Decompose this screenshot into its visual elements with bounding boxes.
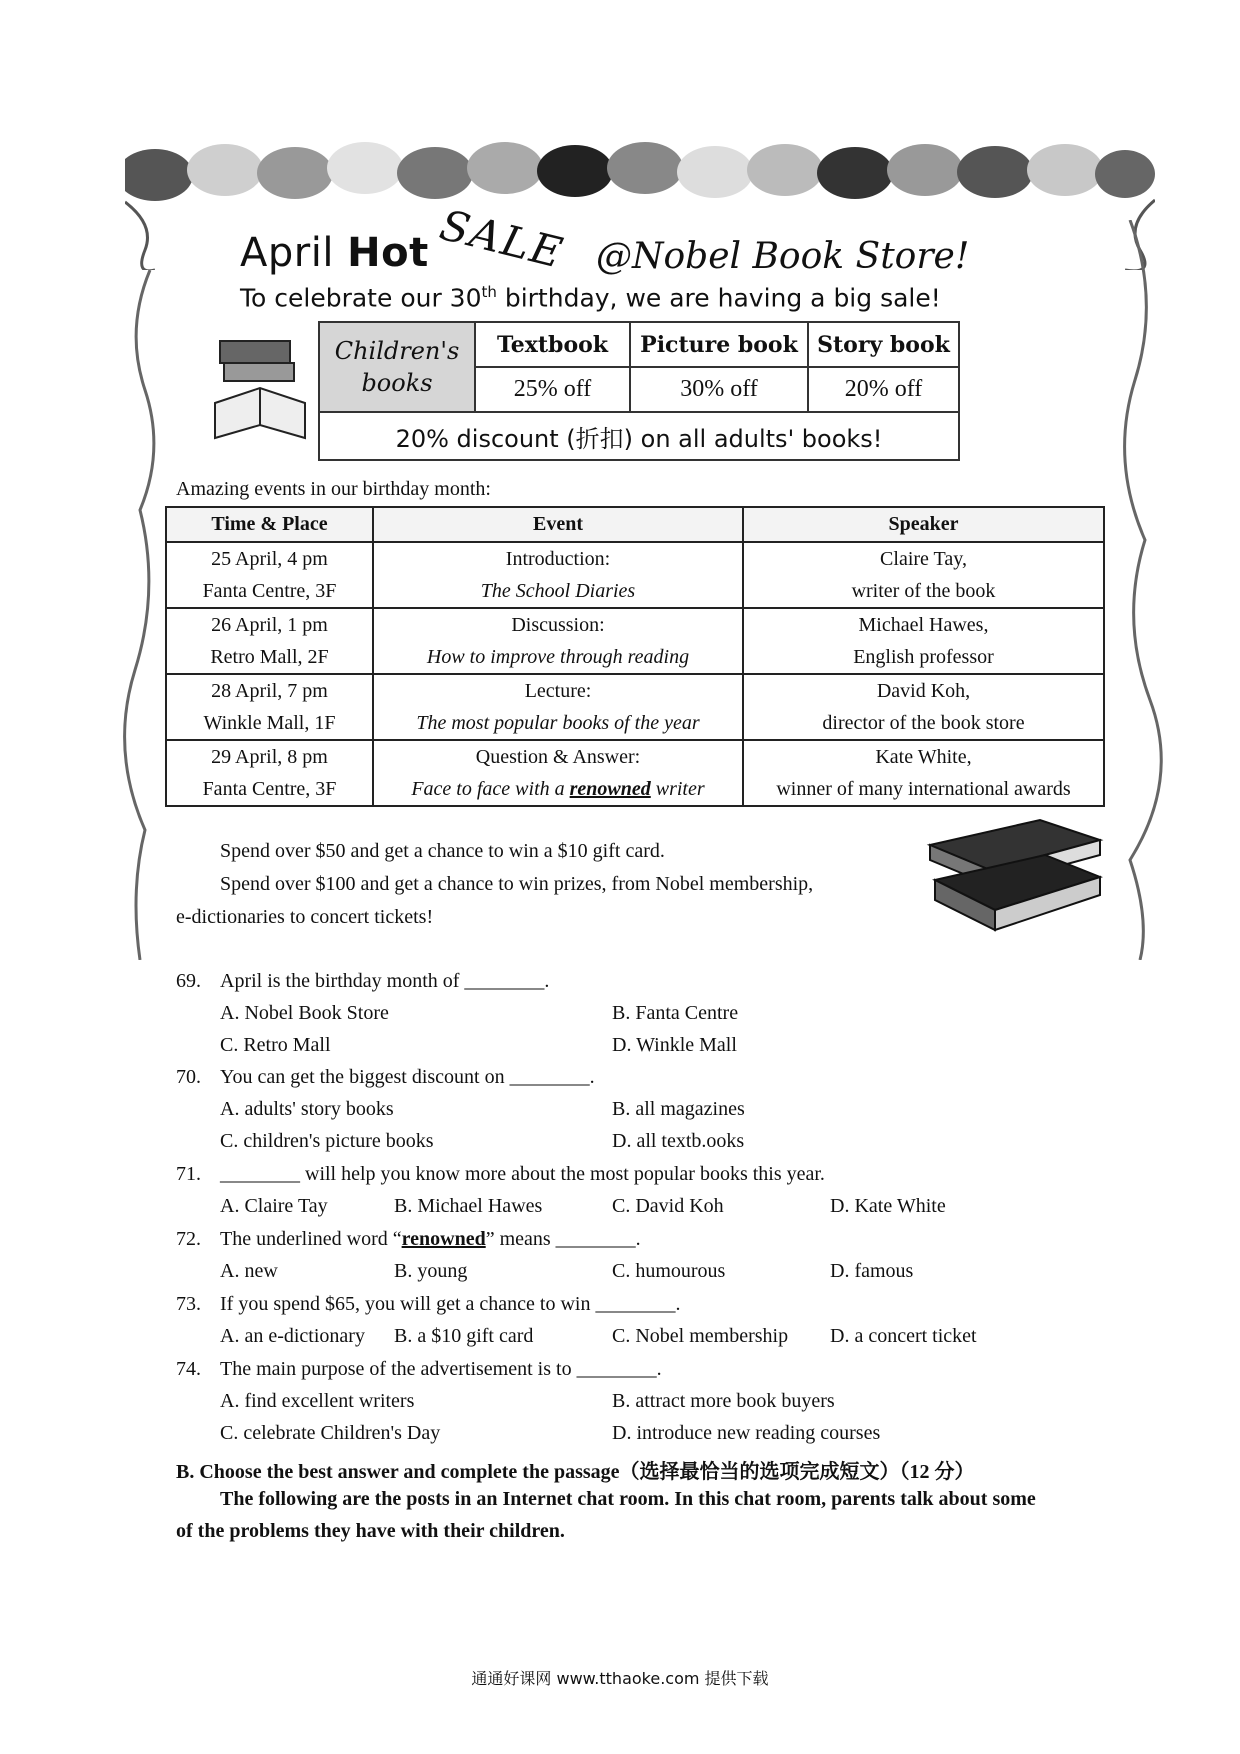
speaker-name: Kate White, <box>875 746 972 768</box>
event-type: Question & Answer: <box>475 746 641 768</box>
time-place-cell <box>166 674 373 740</box>
option-b[interactable]: B. a $10 gift card <box>394 1325 534 1347</box>
spend-line-1: Spend over $50 and get a chance to win a $10 gift card. <box>220 840 665 862</box>
speaker-cell <box>743 740 1104 806</box>
event-place: Fanta Centre, 3F <box>202 778 337 800</box>
speaker-role: director of the book store <box>822 712 1025 734</box>
header-speaker: Speaker <box>743 507 1104 542</box>
question-text: You can get the biggest discount on ________. <box>220 1066 595 1088</box>
option-b[interactable]: B. all magazines <box>612 1098 745 1120</box>
option-c[interactable]: C. Nobel membership <box>612 1325 789 1347</box>
question-text-pre: The underlined word “ <box>220 1228 402 1250</box>
event-time: 25 April, 4 pm <box>211 548 328 570</box>
speaker-name: David Koh, <box>876 680 971 702</box>
spend-line-2: Spend over $100 and get a chance to win prizes, from Nobel membership, <box>220 873 814 895</box>
question-number: 71. <box>176 1163 201 1185</box>
event-place: Retro Mall, 2F <box>210 646 329 668</box>
event-place: Fanta Centre, 3F <box>202 580 337 602</box>
page-footer: 通通好课网 www.tthaoke.com 提供下载 <box>471 1669 769 1688</box>
event-type: Introduction: <box>505 548 611 570</box>
event-cell <box>373 674 743 740</box>
option-b[interactable]: B. Michael Hawes <box>394 1195 543 1217</box>
section-b-intro-2: of the problems they have with their children. <box>176 1520 565 1542</box>
renowned-word: renowned <box>401 1228 486 1250</box>
celebrate-line <box>240 283 941 312</box>
question-text: If you spend $65, you will get a chance to win ________. <box>220 1293 681 1315</box>
option-a[interactable]: A. new <box>220 1260 278 1282</box>
option-a[interactable]: A. Nobel Book Store <box>220 1002 389 1024</box>
ad-title <box>240 230 429 276</box>
speaker-role: writer of the book <box>851 580 996 602</box>
option-b[interactable]: B. young <box>394 1260 468 1282</box>
time-place-cell <box>166 542 373 608</box>
option-d[interactable]: D. Kate White <box>830 1195 946 1217</box>
event-cell <box>373 542 743 608</box>
event-type: Discussion: <box>511 614 605 636</box>
header-time-place: Time & Place <box>166 507 373 542</box>
adult-discount: 20% discount (折扣) on all adults' books! <box>395 424 883 453</box>
event-title-post: writer <box>650 778 705 800</box>
ad-title-april: April <box>240 230 334 276</box>
event-time: 28 April, 7 pm <box>211 680 328 702</box>
option-d[interactable]: D. all textb.ooks <box>612 1130 745 1152</box>
event-cell <box>373 740 743 806</box>
story-book-discount: 20% off <box>809 368 958 413</box>
event-title <box>374 773 742 805</box>
events-table <box>165 506 1105 807</box>
event-title-pre: Face to face with a <box>411 778 570 800</box>
event-title: How to improve through reading <box>426 646 690 668</box>
option-c[interactable]: C. humourous <box>612 1260 726 1282</box>
speaker-cell <box>743 608 1104 674</box>
table-row <box>166 740 1104 806</box>
option-d[interactable]: D. introduce new reading courses <box>612 1422 881 1444</box>
celebrate-sup: th <box>481 283 497 301</box>
right-ribbon <box>1110 220 1170 960</box>
table-row <box>166 542 1104 608</box>
books-illustration-right <box>920 815 1105 940</box>
renowned-underlined: renowned <box>569 778 651 800</box>
speaker-name: Michael Hawes, <box>858 614 989 636</box>
textbook-discount: 25% off <box>476 368 631 413</box>
option-a[interactable]: A. Claire Tay <box>220 1195 328 1217</box>
question-number: 70. <box>176 1066 201 1088</box>
celebrate-text: To celebrate our 30 <box>240 283 482 313</box>
speaker-cell <box>743 674 1104 740</box>
store-name: @Nobel Book Store! <box>596 236 970 277</box>
balloon-row <box>125 142 1155 201</box>
event-title: The School Diaries <box>480 580 636 602</box>
events-header-row <box>166 507 1104 542</box>
event-place: Winkle Mall, 1F <box>203 712 336 734</box>
question-number: 73. <box>176 1293 201 1315</box>
question-text: The main purpose of the advertisement is to ________. <box>220 1358 662 1380</box>
discount-table <box>318 321 960 461</box>
speaker-role: winner of many international awards <box>776 778 1071 800</box>
celebrate-text-end: birthday, we are having a big sale! <box>496 283 941 313</box>
option-b[interactable]: B. Fanta Centre <box>612 1002 739 1024</box>
event-time: 29 April, 8 pm <box>211 746 328 768</box>
events-caption: Amazing events in our birthday month: <box>176 478 491 500</box>
option-d[interactable]: D. Winkle Mall <box>612 1034 737 1056</box>
section-b-intro-1: The following are the posts in an Internet chat room. In this chat room, parents talk about some <box>220 1488 1036 1510</box>
option-d[interactable]: D. famous <box>830 1260 914 1282</box>
ad-title-hot: Hot <box>347 230 429 276</box>
question-number: 72. <box>176 1228 201 1250</box>
option-c[interactable]: C. celebrate Children's Day <box>220 1422 441 1444</box>
section-b-title: B. Choose the best answer and complete the passage（选择最恰当的选项完成短文）（12 分） <box>176 1461 975 1483</box>
option-a[interactable]: A. find excellent writers <box>220 1390 415 1412</box>
question-number: 69. <box>176 970 201 992</box>
childrens-books-label: Children's books <box>320 323 476 413</box>
option-b[interactable]: B. attract more book buyers <box>612 1390 835 1412</box>
table-row <box>166 608 1104 674</box>
option-a[interactable]: A. adults' story books <box>220 1098 394 1120</box>
left-ribbon <box>120 270 170 960</box>
option-a[interactable]: A. an e-dictionary <box>220 1325 365 1347</box>
event-cell <box>373 608 743 674</box>
story-book-header: Story book <box>809 323 958 368</box>
sale-word: SALE <box>435 200 569 278</box>
question-text: ________ will help you know more about the most popular books this year. <box>220 1163 825 1185</box>
option-c[interactable]: C. David Koh <box>612 1195 724 1217</box>
question-text <box>220 1228 641 1251</box>
event-title: The most popular books of the year <box>416 712 700 734</box>
time-place-cell <box>166 740 373 806</box>
option-c[interactable]: C. Retro Mall <box>220 1034 331 1056</box>
textbook-header: Textbook <box>476 323 631 368</box>
option-c[interactable]: C. children's picture books <box>220 1130 434 1152</box>
picture-book-discount: 30% off <box>631 368 809 413</box>
speaker-name: Claire Tay, <box>880 548 967 570</box>
event-type: Lecture: <box>524 680 592 702</box>
event-time: 26 April, 1 pm <box>211 614 328 636</box>
spend-line-3: e-dictionaries to concert tickets! <box>176 906 434 928</box>
question-number: 74. <box>176 1358 201 1380</box>
option-d[interactable]: D. a concert ticket <box>830 1325 977 1347</box>
picture-book-header: Picture book <box>631 323 809 368</box>
time-place-cell <box>166 608 373 674</box>
speaker-cell <box>743 542 1104 608</box>
speaker-role: English professor <box>853 646 994 668</box>
books-illustration-left <box>210 333 310 443</box>
question-text: April is the birthday month of ________. <box>220 970 550 992</box>
header-event: Event <box>373 507 743 542</box>
question-text-post: ” means ________. <box>485 1228 641 1250</box>
table-row <box>166 674 1104 740</box>
